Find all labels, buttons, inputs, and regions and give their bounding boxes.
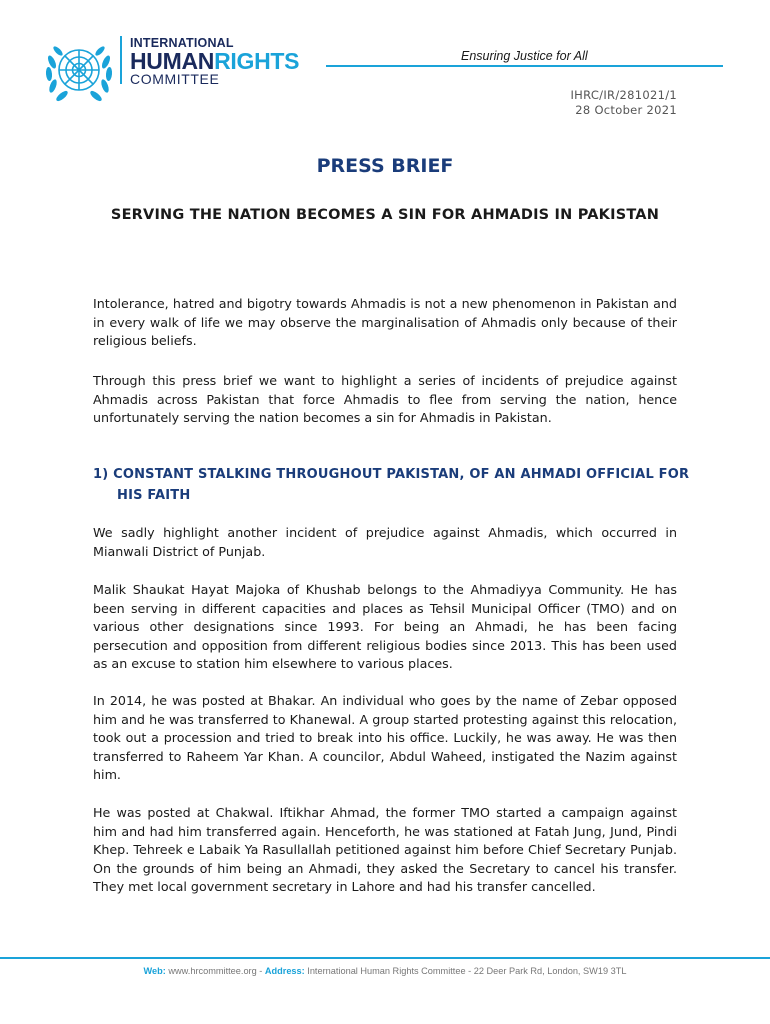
footer-rule (0, 957, 770, 959)
globe-emblem-logo (42, 34, 116, 108)
footer-web-label: Web: (143, 966, 166, 976)
org-name-rights: RIGHTS (214, 48, 300, 74)
org-name-line2 (130, 50, 299, 72)
footer-address-label: Address: (264, 966, 305, 976)
footer-address: International Human Rights Committee - 22 Deer Park Rd, London, SW19 3TL (304, 966, 627, 976)
document-title: PRESS BRIEF (316, 155, 454, 177)
section-1-paragraph-1: We sadly highlight another incident of prejudice against Ahmadis, which occurred in Mianwali District of Punjab. (93, 525, 677, 559)
reference-block (570, 88, 677, 118)
org-name-human: HUMAN (130, 48, 215, 74)
header-rule (326, 65, 723, 67)
org-name-line1: INTERNATIONAL (130, 36, 234, 50)
intro-paragraph-1: Intolerance, hatred and bigotry towards Ahmadis is not a new phenomenon in Pakistan and in every walk of life we may observe the marginalisation of Ahmadis only because of their religious beliefs. (93, 296, 677, 349)
reference-number: IHRC/IR/281021/1 (570, 88, 677, 102)
organization-name (130, 37, 299, 87)
logo-divider (120, 36, 127, 84)
section-1-paragraph-2: Malik Shaukat Hayat Majoka of Khushab belongs to the Ahmadiyya Community. He has been serving in different capacities and places as Tehsil Municipal Officer (TMO) and on various other designations since 1993. For being an Ahmadi, he has been facing persecution and opposition from different religious bodies since 2013. This has been used as an excuse to station him elsewhere to various places. (93, 582, 677, 672)
document-subtitle: SERVING THE NATION BECOMES A SIN FOR AHMADIS IN PAKISTAN (110, 207, 660, 223)
tagline: Ensuring Justice for All (461, 49, 588, 63)
section-1-paragraph-3: In 2014, he was posted at Bhakar. An individual who goes by the name of Zebar opposed him and he was transferred to Khanewal. A group started protesting against this relocation, took out a procession and tried to break into his office. Luckily, he was away. He was then transferred to Raheem Yar Khan. A councilor, Abdul Waheed, instigated the Nazim against him. (93, 693, 677, 783)
document-date: 28 October 2021 (575, 103, 677, 117)
org-name-line3: COMMITTEE (130, 71, 220, 87)
footer-web-link[interactable]: www.hrcommittee.org - (165, 966, 265, 976)
section-1-paragraph-4: He was posted at Chakwal. Iftikhar Ahmad, the former TMO started a campaign against him and had him transferred again. Henceforth, he was stationed at Fatah Jung, Jund, Pindi Khep. Tehreek e Labaik Ya Rasullallah petitioned against him before Chief Secretary Punjab. On the grounds of him being an Ahmadi, they asked the Secretary to cancel his transfer. They met local government secretary in Lahore and had his transfer cancelled. (93, 805, 677, 895)
intro-paragraph-2: Through this press brief we want to highlight a series of incidents of prejudice against Ahmadis across Pakistan that force Ahmadis to flee from serving the nation, hence unfortunately serving the nation becomes a sin for Ahmadis in Pakistan. (93, 373, 677, 426)
footer (0, 966, 770, 976)
section-1-heading: 1) CONSTANT STALKING THROUGHOUT PAKISTAN, OF AN AHMADI OFFICIAL FOR HIS FAITH (93, 467, 690, 503)
